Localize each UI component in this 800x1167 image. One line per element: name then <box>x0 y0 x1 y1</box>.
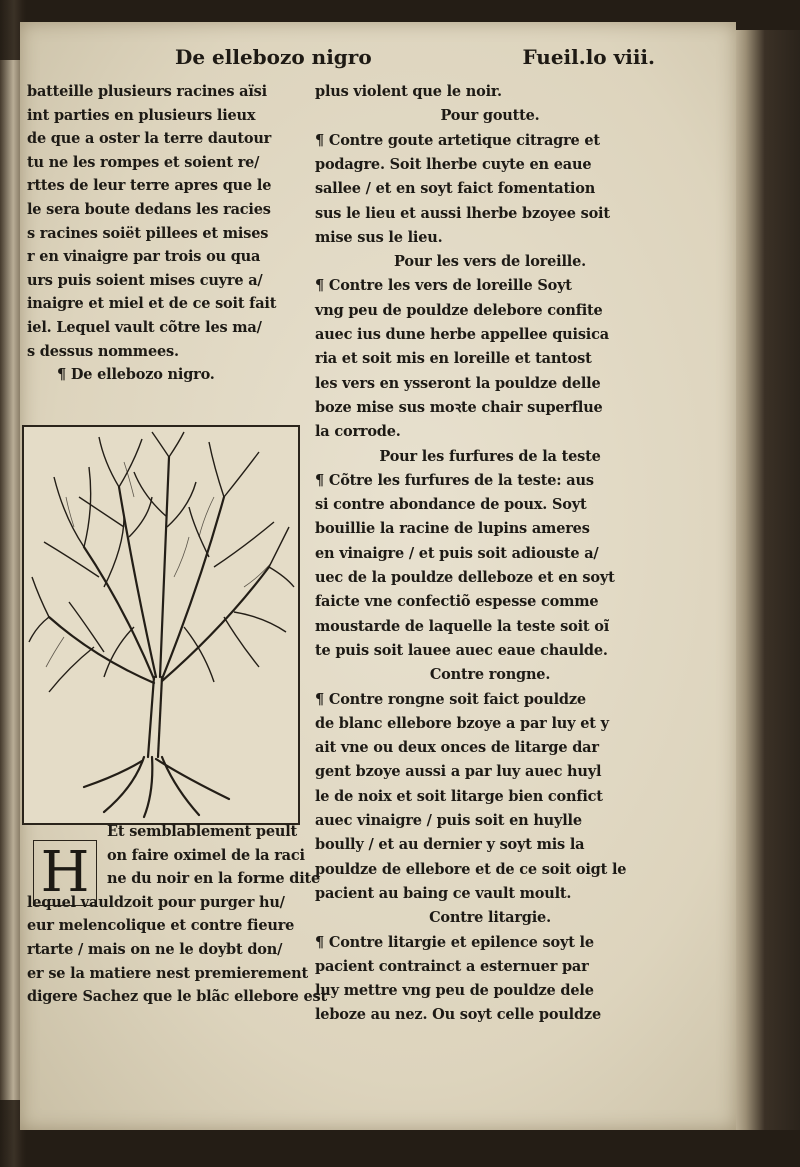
text-line: tu ne les rompes et soient re/ <box>27 153 260 171</box>
text-line: pacient contrainct a esternuer par <box>315 957 589 975</box>
text-line: ¶ Contre rongne soit faict pouldze <box>315 690 586 708</box>
text-line: eur melencolique et contre fieure <box>27 917 295 935</box>
text-line: pacient au baing ce vault moult. <box>315 884 572 902</box>
text-line: batteille plusieurs racines aïsi <box>27 83 267 100</box>
text-line: inaigre et miel et de ce soit fait <box>27 295 277 313</box>
text-line: rtarte / mais on ne le doybt don/ <box>27 941 283 958</box>
text-line: urs puis soient mises cuyre a/ <box>27 271 263 289</box>
text-line: boully / et au dernier y soyt mis la <box>315 836 585 854</box>
text-line: Pour les vers de loreille. <box>394 253 586 271</box>
text-line: en vinaigre / et puis soit adiouste a/ <box>315 544 599 562</box>
text-line: Contre rongne. <box>429 666 551 684</box>
text-line: plus violent que le noir. <box>315 83 502 100</box>
text-line: uec de la pouldze delleboze et en soyt <box>315 569 615 586</box>
text-line: s racines soiët pillees et mises <box>27 224 269 242</box>
text-line: Et semblablement peult <box>107 823 298 840</box>
text-line: on faire oximel de la raci <box>107 846 305 864</box>
text-line: int parties en plusieurs lieux <box>27 106 256 124</box>
text-line: les vers en ysseront la pouldze delle <box>315 374 601 392</box>
text-line: auec vinaigre / puis soit en huylle <box>315 812 582 829</box>
text-line: moustarde de laquelle la teste soit oĩ <box>315 617 610 635</box>
running-title: De ellebozo nigro <box>175 45 372 69</box>
text-line: ¶ Cõtre les furfures de la teste: aus <box>315 471 594 489</box>
text-line: ¶ Contre les vers de loreille Soyt <box>315 277 572 295</box>
text-line: Contre litargie. <box>429 909 551 927</box>
text-line: la corrode. <box>315 423 401 441</box>
text-line: si contre abondance de poux. Soyt <box>315 496 587 514</box>
text-line: le de noix et soit litarge bien confict <box>315 787 603 805</box>
text-line: te puis soit lauee auec eaue chaulde. <box>315 641 608 659</box>
text-line: boze mise sus moꝛte chair superflue <box>315 398 603 416</box>
decorated-initial: H <box>33 840 97 906</box>
text-line: iel. Lequel vault cõtre les ma/ <box>27 319 262 336</box>
text-line: mise sus le lieu. <box>315 228 443 246</box>
text-line: vng peu de pouldze delebore confite <box>315 301 603 319</box>
facing-page-edge <box>0 60 22 1100</box>
left-column-top <box>27 80 307 410</box>
text-line: luy mettre vng peu de pouldze dele <box>315 982 594 1000</box>
text-line: podagre. Soit lherbe cuyte en eaue <box>315 155 592 173</box>
running-header <box>175 45 655 75</box>
text-line: leboze au nez. Ou soyt celle pouldze <box>315 1006 601 1024</box>
text-line: de que a oster la terre dautour <box>27 130 272 148</box>
text-line: lequel vauldzoit pour purger hu/ <box>27 893 285 911</box>
text-line: er se la matiere nest premierement <box>27 964 309 982</box>
folio-number: Fueil.lo viii. <box>522 45 655 69</box>
text-line: faicte vne confectiõ espesse comme <box>315 593 599 611</box>
text-line: Pour goutte. <box>440 107 540 125</box>
page-fore-edge <box>736 30 800 1130</box>
text-line: sallee / et en soyt faict fomentation <box>315 180 596 198</box>
text-line: ria et soit mis en loreille et tantost <box>315 350 592 368</box>
text-line: r en vinaigre par trois ou qua <box>27 248 261 266</box>
text-line: digere Sachez que le blãc ellebore est <box>27 988 328 1006</box>
text-line: ¶ Contre litargie et epilence soyt le <box>315 933 594 951</box>
text-line: pouldze de ellebore et de ce soit oigt le <box>315 860 627 878</box>
text-line: gent bzoye aussi a par luy auec huyl <box>315 763 602 781</box>
text-line: bouillie la racine de lupins ameres <box>315 520 590 538</box>
left-column-bottom <box>27 820 328 1050</box>
text-line: ne du noir en la forme dite <box>107 870 321 888</box>
text-line: ¶ Contre goute artetique citragre et <box>315 131 600 149</box>
text-line: ¶ De ellebozo nigro. <box>57 366 215 384</box>
text-line: rttes de leur terre apres que le <box>27 177 272 195</box>
text-line: le sera boute dedans les racies <box>27 201 271 218</box>
text-line: de blanc ellebore bzoye a par luy et y <box>315 714 609 732</box>
text-line: auec ius dune herbe appellee quisica <box>315 326 609 343</box>
right-column <box>315 80 665 1040</box>
text-line: ait vne ou deux onces de litarge dar <box>315 739 599 757</box>
text-line: s dessus nommees. <box>27 342 179 360</box>
hellebore-plant-woodcut-icon <box>22 425 300 825</box>
text-line: sus le lieu et aussi lherbe bzoyee soit <box>315 204 610 222</box>
text-line: Pour les furfures de la teste <box>379 447 601 465</box>
